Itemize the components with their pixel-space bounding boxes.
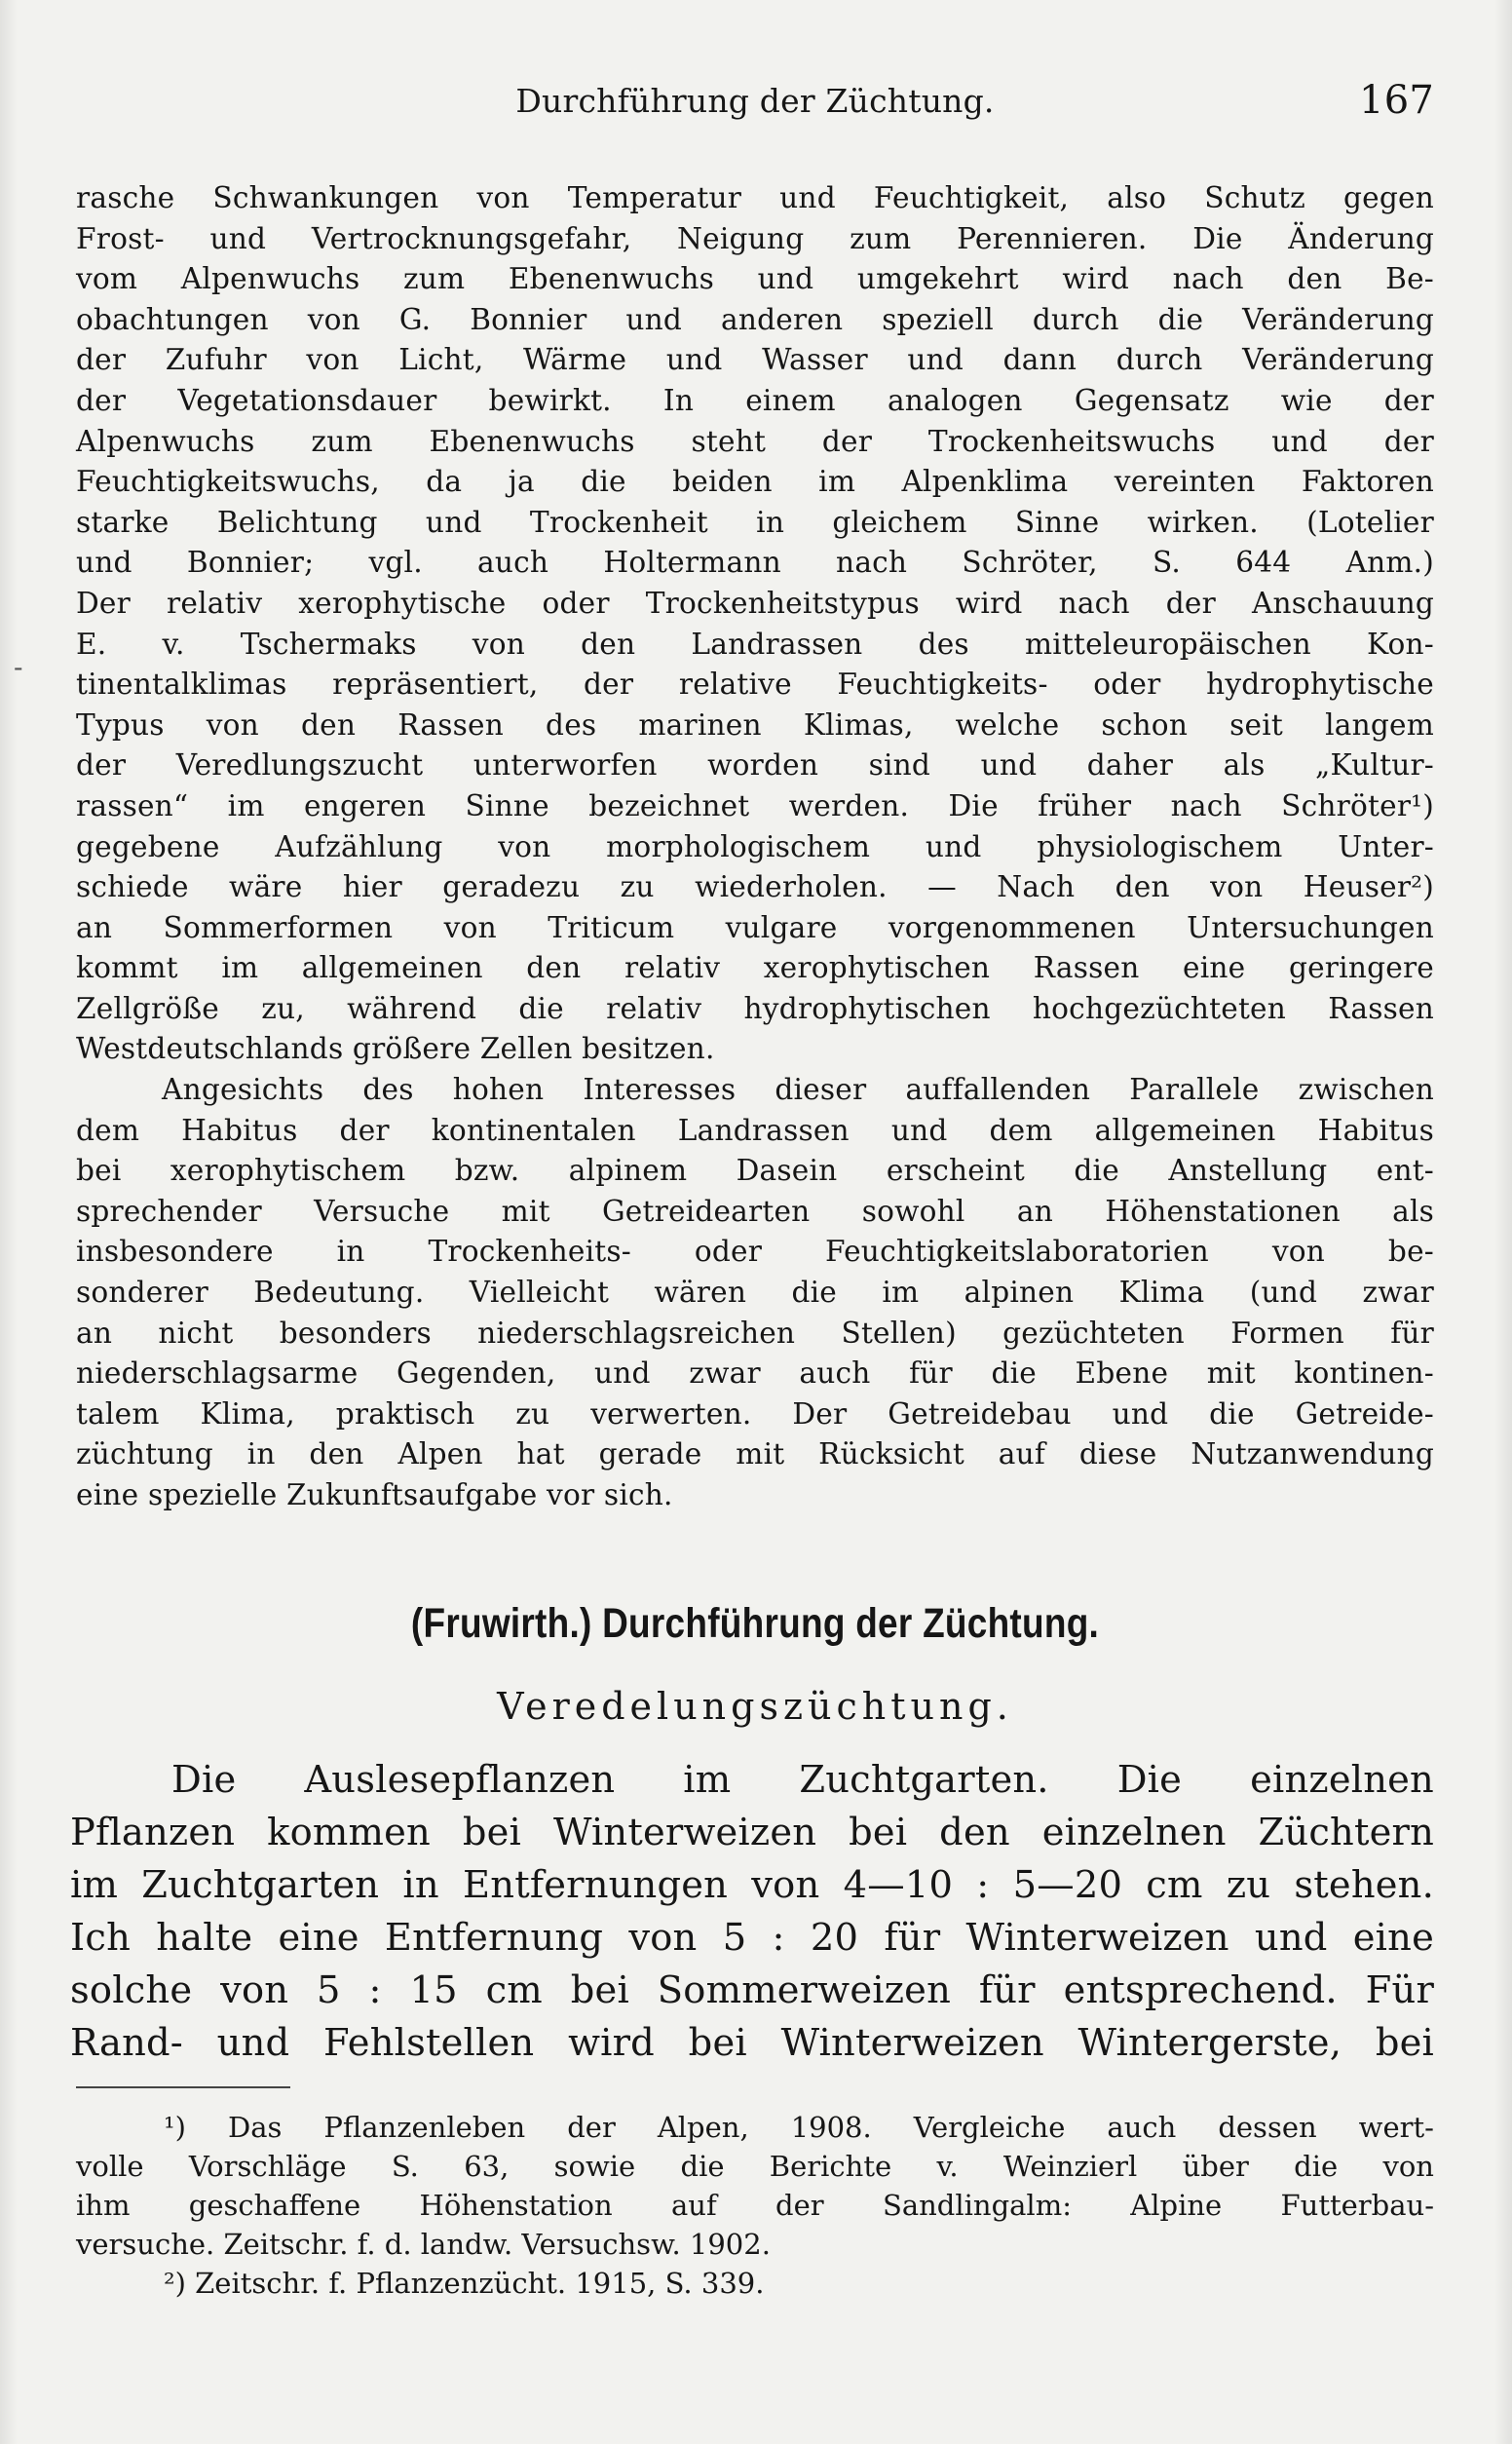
body-line: starke Belichtung und Trockenheit in gleichem Sinne wirken. (Lotelier: [76, 505, 1434, 539]
body-paragraph-1: [76, 178, 1434, 1070]
body-line: Frost- und Vertrocknungsgefahr, Neigung zum Perennieren. Die Änderung: [76, 221, 1434, 255]
footnotes: [76, 2108, 1434, 2303]
body-line: der Veredlungszucht unterworfen worden sind und daher als „Kultur-: [76, 748, 1434, 783]
body-line: an Sommerformen von Triticum vulgare vorgenommenen Untersuchungen: [76, 910, 1434, 944]
body-line: dem Habitus der kontinentalen Landrassen und dem allgemeinen Habitus: [76, 1113, 1434, 1147]
section-line: im Zuchtgarten in Entfernungen von 4—10 : 5—20 cm zu stehen.: [70, 1863, 1434, 1907]
body-line: talem Klima, praktisch zu verwerten. Der Getreidebau und die Getreide-: [76, 1396, 1434, 1431]
page-number: 167: [1359, 78, 1434, 123]
body-line: züchtung in den Alpen hat gerade mit Rücksicht auf diese Nutzanwendung: [76, 1437, 1434, 1471]
footnote-line: ¹) Das Pflanzenleben der Alpen, 1908. Vergleiche auch dessen wert-: [164, 2111, 1434, 2144]
body-line: tinentalklimas repräsentiert, der relative Feuchtigkeits- oder hydrophytische: [76, 668, 1434, 702]
body-line: kommt im allgemeinen den relativ xerophytischen Rassen eine geringere: [76, 951, 1434, 985]
section-line: Ich halte eine Entfernung von 5 : 20 für Winterweizen und eine: [70, 1916, 1434, 1960]
body-line: obachtungen von G. Bonnier und anderen speziell durch die Veränderung: [76, 302, 1434, 336]
section-line: Pflanzen kommen bei Winterweizen bei den einzelnen Züchtern: [70, 1811, 1434, 1854]
body-line: Alpenwuchs zum Ebenenwuchs steht der Trockenheitswuchs und der: [76, 424, 1434, 458]
footnote-line: ihm geschaffene Höhenstation auf der Sandlingalm: Alpine Futterbau-: [76, 2189, 1434, 2222]
body-line: bei xerophytischem bzw. alpinem Dasein erscheint die Anstellung ent-: [76, 1154, 1434, 1188]
body-line: Westdeutschlands größere Zellen besitzen.: [76, 1032, 715, 1066]
section-body: [70, 1754, 1434, 2070]
body-line: Feuchtigkeitswuchs, da ja die beiden im Alpenklima vereinten Faktoren: [76, 465, 1434, 499]
body-line: Zellgröße zu, während die relativ hydrophytischen hochgezüchteten Rassen: [76, 991, 1434, 1025]
section-subheading: Veredelungszüchtung.: [497, 1685, 1013, 1728]
body-line: der Zufuhr von Licht, Wärme und Wasser und dann durch Veränderung: [76, 343, 1434, 377]
footnote-line: versuche. Zeitschr. f. d. landw. Versuchsw. 1902.: [76, 2228, 771, 2261]
body-line: insbesondere in Trockenheits- oder Feuchtigkeitslaboratorien von be-: [76, 1235, 1434, 1269]
section-line: Die Auslesepflanzen im Zuchtgarten. Die einzelnen: [171, 1758, 1434, 1802]
footnote-line: volle Vorschläge S. 63, sowie die Berichte v. Weinzierl über die von: [76, 2150, 1434, 2183]
body-line: rasche Schwankungen von Temperatur und Feuchtigkeit, also Schutz gegen: [76, 181, 1434, 214]
footnote-separator: [76, 2086, 290, 2088]
body-line: sonderer Bedeutung. Vielleicht wären die im alpinen Klima (und zwar: [76, 1275, 1434, 1309]
running-head: [76, 78, 1434, 127]
running-title: Durchführung der Züchtung.: [515, 82, 995, 120]
body-line: der Vegetationsdauer bewirkt. In einem analogen Gegensatz wie der: [76, 383, 1434, 417]
body-line: gegebene Aufzählung von morphologischem und physiologischem Unter-: [76, 829, 1434, 863]
body-line: rassen“ im engeren Sinne bezeichnet werden. Die früher nach Schröter¹): [76, 788, 1434, 822]
body-line: vom Alpenwuchs zum Ebenenwuchs und umgekehrt wird nach den Be-: [76, 262, 1434, 296]
section-heading: (Fruwirth.) Durchführung der Züchtung.: [410, 1600, 1100, 1647]
body-line: an nicht besonders niederschlagsreichen Stellen) gezüchteten Formen für: [76, 1316, 1434, 1350]
body-paragraph-2: [76, 1070, 1434, 1516]
body-line: eine spezielle Zukunftsaufgabe vor sich.: [76, 1477, 673, 1511]
body-line: E. v. Tschermaks von den Landrassen des mitteleuropäischen Kon-: [76, 627, 1434, 661]
body-line: Angesichts des hohen Interesses dieser auffallenden Parallele zwischen: [162, 1073, 1434, 1106]
section-line: solche von 5 : 15 cm bei Sommerweizen für entsprechend. Für: [70, 1968, 1434, 2012]
body-line: sprechender Versuche mit Getreidearten sowohl an Höhenstationen als: [76, 1194, 1434, 1228]
body-line: niederschlagsarme Gegenden, und zwar auch für die Ebene mit kontinen-: [76, 1356, 1434, 1391]
body-line: Der relativ xerophytische oder Trockenheitstypus wird nach der Anschauung: [76, 586, 1434, 620]
body-line: Typus von den Rassen des marinen Klimas, welche schon seit langem: [76, 707, 1434, 742]
body-line: und Bonnier; vgl. auch Holtermann nach Schröter, S. 644 Anm.): [76, 546, 1434, 580]
footnote-line: ²) Zeitschr. f. Pflanzenzücht. 1915, S. 339.: [164, 2267, 765, 2300]
margin-mark: -: [14, 651, 23, 683]
section-line: Rand- und Fehlstellen wird bei Winterweizen Wintergerste, bei: [70, 2021, 1434, 2065]
body-line: schiede wäre hier geradezu zu wiederholen. — Nach den von Heuser²): [76, 870, 1434, 904]
